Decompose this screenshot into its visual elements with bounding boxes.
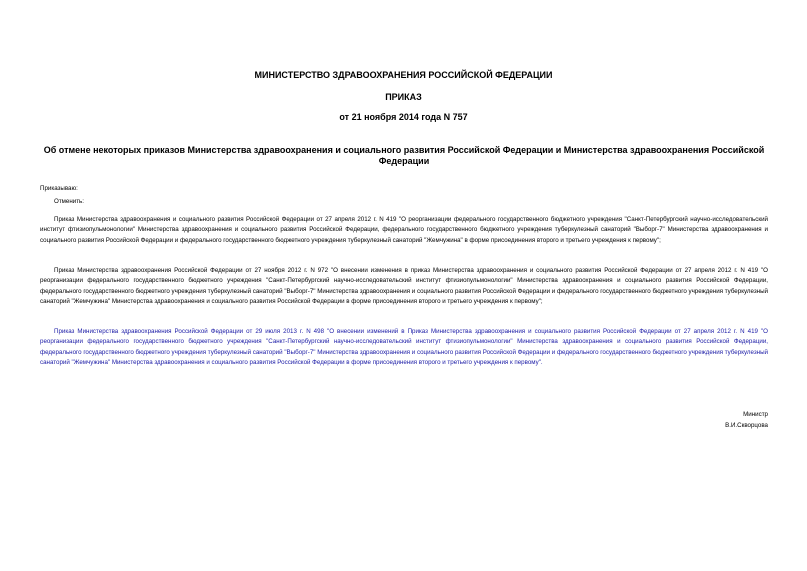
cancelled-order-link-paragraph-3[interactable]: Приказ Министерства здравоохранения Российской Федерации от 29 июля 2013 г. N 498 "О внесении изменений в Приказ Министерства здравоохранения и социального развития Российской Федерации от 27 апреля 2012 г. N 419 "О реорганизации федерального государственного бюджетного учреждения "Санкт-Петербургский научно-исследовательский институт фтизиопульмонологии" Министерства здравоохранения и социального развития Российской Федерации, федерального государственного бюджетного учреждения туберкулезный санаторий "Выборг-7" Министерства здравоохранения и социального развития Российской Федерации и федерального государственного бюджетного учреждения туберкулезный санаторий "Жемчужина" Министерства здравоохранения и социального развития Российской Федерации в форме присоединения второго и третьего учреждения к первому". [40, 328, 768, 367]
cancel-word: Отменить: [54, 198, 84, 205]
signature-title: Министр [743, 411, 768, 418]
document-subject: Об отмене некоторых приказов Министерства здравоохранения и социального развития Российской Федерации и Министерства здравоохранения Российской Федерации [43, 145, 765, 166]
cancelled-order-paragraph-2: Приказ Министерства здравоохранения Российской Федерации от 27 ноября 2012 г. N 972 "О внесении изменения в приказ Министерства здравоохранения и социального развития Российской Федерации от 27 апреля 2012 г. N 419 "О реорганизации федерального государственного бюджетного учреждения "Санкт-Петербургский научно-исследовательский институт фтизиопульмонологии" Министерства здравоохранения и социального развития Российской Федерации, федерального государственного бюджетного учреждения туберкулезный санаторий "Выборг-7" Министерства здравоохранения и социального развития Российской Федерации и федерального государственного бюджетного учреждения туберкулезный санаторий "Жемчужина" Министерства здравоохранения и социального развития Российской Федерации в форме присоединения второго и третьего учреждения к первому"; [40, 267, 768, 306]
order-word: Приказываю: [40, 185, 78, 192]
cancelled-order-paragraph-1: Приказ Министерства здравоохранения и социального развития Российской Федерации от 27 апреля 2012 г. N 419 "О реорганизации федерального государственного бюджетного учреждения "Санкт-Петербургский научно-исследовательский институт фтизиопульмонологии" Министерства здравоохранения и социального развития Российской Федерации, федерального государственного бюджетного учреждения туберкулезный санаторий "Выборг-7" Министерства здравоохранения и социального развития Российской Федерации и федерального государственного бюджетного учреждения туберкулезный санаторий "Жемчужина" в форме присоединения второго и третьего учреждения к первому"; [40, 216, 768, 244]
date-number-heading: от 21 ноября 2014 года N 757 [339, 112, 468, 122]
document-type-heading: ПРИКАЗ [385, 92, 422, 102]
signature-name: В.И.Скворцова [725, 422, 768, 429]
ministry-heading: МИНИСТЕРСТВО ЗДРАВООХРАНЕНИЯ РОССИЙСКОЙ ФЕДЕРАЦИИ [254, 70, 553, 80]
